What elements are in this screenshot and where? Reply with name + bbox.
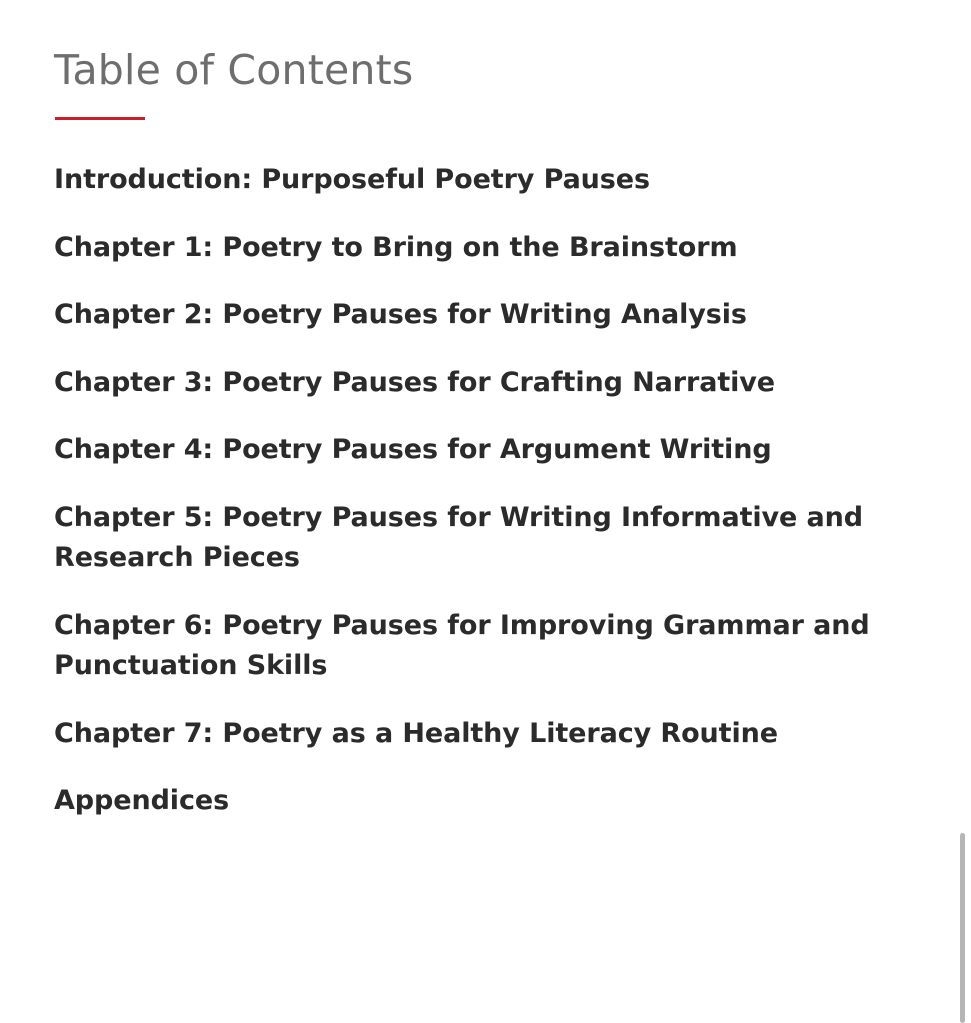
list-item[interactable]: Chapter 5: Poetry Pauses for Writing Informative and Research Pieces — [54, 501, 864, 574]
list-item[interactable]: Chapter 1: Poetry to Bring on the Brainstorm — [54, 231, 738, 263]
vertical-scrollbar[interactable] — [961, 0, 969, 1023]
list-item[interactable]: Appendices — [54, 785, 230, 817]
list-item[interactable]: Chapter 7: Poetry as a Healthy Literacy Routine — [54, 717, 778, 749]
title-underline-rule — [55, 117, 145, 120]
list-item[interactable]: Chapter 4: Poetry Pauses for Argument Writing — [54, 434, 772, 466]
list-item[interactable]: Chapter 6: Poetry Pauses for Improving Grammar and Punctuation Skills — [54, 609, 870, 682]
list-item[interactable]: Chapter 2: Poetry Pauses for Writing Analysis — [54, 299, 747, 331]
toc-list — [54, 160, 911, 822]
scrollbar-thumb[interactable] — [960, 833, 965, 1023]
page-title: Table of Contents — [54, 46, 414, 94]
list-item[interactable]: Introduction: Purposeful Poetry Pauses — [54, 164, 650, 196]
list-item[interactable]: Chapter 3: Poetry Pauses for Crafting Narrative — [54, 366, 775, 398]
